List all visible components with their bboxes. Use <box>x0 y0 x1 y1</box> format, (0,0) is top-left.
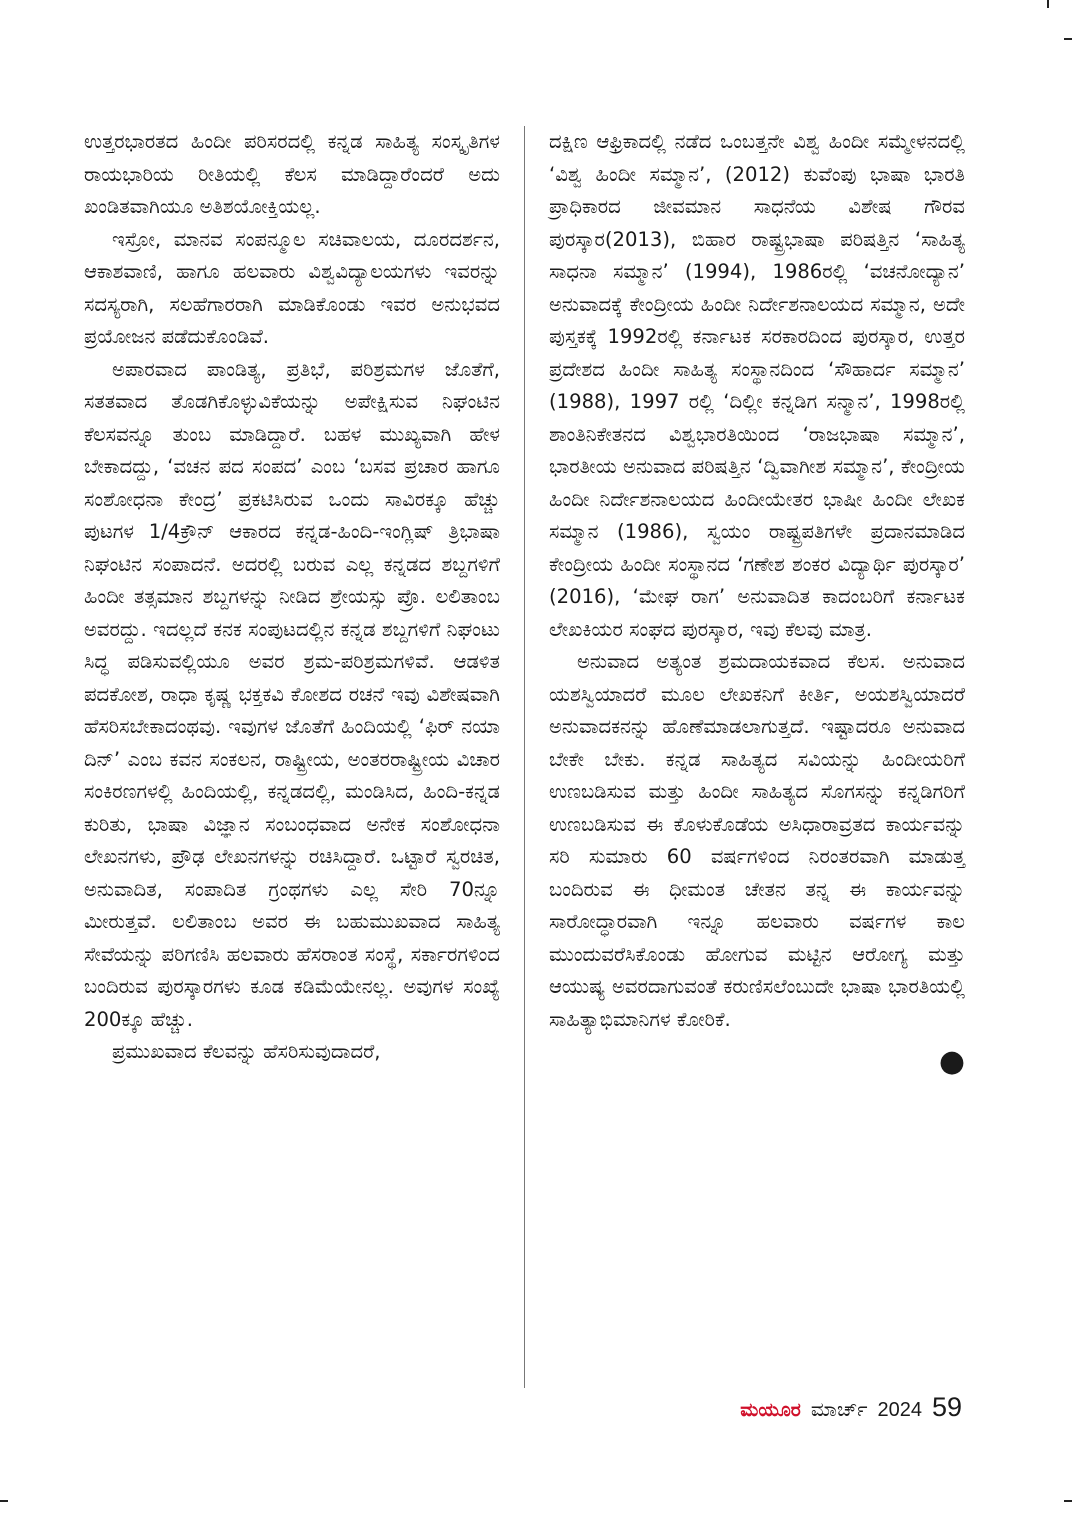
end-of-article-mark: ● <box>938 1044 965 1079</box>
issue-year: 2024 <box>877 1399 922 1421</box>
paragraph: ಉತ್ತರಭಾರತದ ಹಿಂದೀ ಪರಿಸರದಲ್ಲಿ ಕನ್ನಡ ಸಾಹಿತ್ಯ ಸಂಸ್ಕೃತಿಗಳ ರಾಯಭಾರಿಯ ರೀತಿಯಲ್ಲಿ ಕೆಲಸ ಮಾಡಿದ್ದಾರೆಂದರೆ ಅದು ಖಂಡಿತವಾಗಿಯೂ ಅತಿಶಯೋಕ್ತಿಯಲ್ಲ. <box>84 130 500 218</box>
page-number: 59 <box>931 1392 962 1422</box>
paragraph: ದಕ್ಷಿಣ ಆಫ್ರಿಕಾದಲ್ಲಿ ನಡೆದ ಒಂಬತ್ತನೇ ವಿಶ್ವ ಹಿಂದೀ ಸಮ್ಮೇಳನದಲ್ಲಿ ‘ವಿಶ್ವ ಹಿಂದೀ ಸಮ್ಮಾನ’, (2012) ಕುವೆಂಪು ಭಾಷಾ ಭಾರತಿ ಪ್ರಾಧಿಕಾರದ ಜೀವಮಾನ ಸಾಧನೆಯ ವಿಶೇಷ ಗೌರವ ಪುರಸ್ಕಾರ(2013), ಬಿಹಾರ ರಾಷ್ಟ್ರಭಾಷಾ ಪರಿಷತ್ತಿನ ‘ಸಾಹಿತ್ಯ ಸಾಧನಾ ಸಮ್ಮಾನ’ (1994), 1986ರಲ್ಲಿ ‘ವಚನೋದ್ಯಾನ’ ಅನುವಾದಕ್ಕೆ ಕೇಂದ್ರೀಯ ಹಿಂದೀ ನಿರ್ದೇಶನಾಲಯದ ಸಮ್ಮಾನ, ಅದೇ ಪುಸ್ತಕಕ್ಕೆ 1992ರಲ್ಲಿ ಕರ್ನಾಟಕ ಸರಕಾರದಿಂದ ಪುರಸ್ಕಾರ, ಉತ್ತರ ಪ್ರದೇಶದ ಹಿಂದೀ ಸಾಹಿತ್ಯ ಸಂಸ್ಥಾನದಿಂದ ‘ಸೌಹಾರ್ದ ಸಮ್ಮಾನ’ (1988), 1997 ರಲ್ಲಿ ‘ದಿಲ್ಲೀ ಕನ್ನಡಿಗ ಸನ್ಮಾನ’, 1998ರಲ್ಲಿ ಶಾಂತಿನಿಕೇತನದ ವಿಶ್ವಭಾರತಿಯಿಂದ ‘ರಾಜಭಾಷಾ ಸಮ್ಮಾನ’, ಭಾರತೀಯ ಅನುವಾದ ಪರಿಷತ್ತಿನ ‘ದ್ವಿವಾಗೀಶ ಸಮ್ಮಾನ’, ಕೇಂದ್ರೀಯ ಹಿಂದೀ ನಿರ್ದೇಶನಾಲಯದ ಹಿಂದೀಯೇತರ ಭಾಷೀ ಹಿಂದೀ ಲೇಖಕ ಸಮ್ಮಾನ (1986), ಸ್ವಯಂ ರಾಷ್ಟ್ರಪತಿಗಳೇ ಪ್ರದಾನಮಾಡಿದ ಕೇಂದ್ರೀಯ ಹಿಂದೀ ಸಂಸ್ಥಾನದ ‘ಗಣೇಶ ಶಂಕರ ವಿದ್ಯಾರ್ಥಿ ಪುರಸ್ಕಾರ’ (2016), ‘ಮೇಘ ರಾಗ’ ಅನುವಾದಿತ ಕಾದಂಬರಿಗೆ ಕರ್ನಾಟಕ ಲೇಖಕಿಯರ ಸಂಘದ ಪುರಸ್ಕಾರ, ಇವು ಕೆಲವು ಮಾತ್ರ. <box>549 130 965 641</box>
article-body <box>84 126 972 1388</box>
crop-mark-right-bottom <box>1064 1500 1072 1502</box>
paragraph: ಇಸ್ರೋ, ಮಾನವ ಸಂಪನ್ಮೂಲ ಸಚಿವಾಲಯ, ದೂರದರ್ಶನ, ಆಕಾಶವಾಣಿ, ಹಾಗೂ ಹಲವಾರು ವಿಶ್ವವಿದ್ಯಾಲಯಗಳು ಇವರನ್ನು ಸದಸ್ಯರಾಗಿ, ಸಲಹೆಗಾರರಾಗಿ ಮಾಡಿಕೊಂಡು ಇವರ ಅನುಭವದ ಪ್ರಯೋಜನ ಪಡೆದುಕೊಂಡಿವೆ. <box>84 227 500 348</box>
left-column <box>84 126 500 1388</box>
crop-mark-left-bottom <box>0 1500 8 1502</box>
paragraph: ಅನುವಾದ ಅತ್ಯಂತ ಶ್ರಮದಾಯಕವಾದ ಕೆಲಸ. ಅನುವಾದ ಯಶಸ್ವಿಯಾದರೆ ಮೂಲ ಲೇಖಕನಿಗೆ ಕೀರ್ತಿ, ಅಯಶಸ್ವಿಯಾದರೆ ಅನುವಾದಕನನ್ನು ಹೊಣೆಮಾಡಲಾಗುತ್ತದೆ. ಇಷ್ಟಾದರೂ ಅನುವಾದ ಬೇಕೇ ಬೇಕು. ಕನ್ನಡ ಸಾಹಿತ್ಯದ ಸವಿಯನ್ನು ಹಿಂದೀಯರಿಗೆ ಉಣಬಡಿಸುವ ಮತ್ತು ಹಿಂದೀ ಸಾಹಿತ್ಯದ ಸೊಗಸನ್ನು ಕನ್ನಡಿಗರಿಗೆ ಉಣಬಡಿಸುವ ಈ ಕೊಳುಕೊಡೆಯ ಅಸಿಧಾರಾವ್ರತದ ಕಾರ್ಯವನ್ನು ಸರಿ ಸುಮಾರು 60 ವರ್ಷಗಳಿಂದ ನಿರಂತರವಾಗಿ ಮಾಡುತ್ತ ಬಂದಿರುವ ಈ ಧೀಮಂತ ಚೇತನ ತನ್ನ ಈ ಕಾರ್ಯವನ್ನು ಸಾರೋದ್ಧಾರವಾಗಿ ಇನ್ನೂ ಹಲವಾರು ವರ್ಷಗಳ ಕಾಲ ಮುಂದುವರೆಸಿಕೊಂಡು ಹೋಗುವ ಮಟ್ಟಿನ ಆರೋಗ್ಯ ಮತ್ತು ಆಯುಷ್ಯ ಅವರದಾಗುವಂತೆ ಕರುಣಿಸಲೆಂಬುದೇ ಭಾಷಾ ಭಾರತಿಯಲ್ಲಿ ಸಾಹಿತ್ಯಾಭಿಮಾನಿಗಳ ಕೋರಿಕೆ. <box>549 650 965 1031</box>
paragraph: ಪ್ರಮುಖವಾದ ಕೆಲವನ್ನು ಹೆಸರಿಸುವುದಾದರೆ, <box>112 1040 381 1063</box>
magazine-name: ಮಯೂರ <box>740 1399 801 1421</box>
issue-month: ಮಾರ್ಚ್ <box>810 1397 868 1421</box>
crop-mark-right-top <box>1064 38 1072 40</box>
right-column <box>524 126 965 1388</box>
crop-mark-top <box>1047 0 1049 8</box>
page-footer <box>740 1392 962 1423</box>
paragraph: ಅಪಾರವಾದ ಪಾಂಡಿತ್ಯ, ಪ್ರತಿಭೆ, ಪರಿಶ್ರಮಗಳ ಜೊತೆಗೆ, ಸತತವಾದ ತೊಡಗಿಕೊಳ್ಳುವಿಕೆಯನ್ನು ಅಪೇಕ್ಷಿಸುವ ನಿಘಂಟಿನ ಕೆಲಸವನ್ನೂ ತುಂಬ ಮಾಡಿದ್ದಾರೆ. ಬಹಳ ಮುಖ್ಯವಾಗಿ ಹೇಳ ಬೇಕಾದದ್ದು, ‘ವಚನ ಪದ ಸಂಪದ’ ಎಂಬ ‘ಬಸವ ಪ್ರಚಾರ ಹಾಗೂ ಸಂಶೋಧನಾ ಕೇಂದ್ರ’ ಪ್ರಕಟಿಸಿರುವ ಒಂದು ಸಾವಿರಕ್ಕೂ ಹೆಚ್ಚು ಪುಟಗಳ 1/4ಕ್ರೌನ್ ಆಕಾರದ ಕನ್ನಡ-ಹಿಂದಿ-ಇಂಗ್ಲಿಷ್ ತ್ರಿಭಾಷಾ ನಿಘಂಟಿನ ಸಂಪಾದನೆ. ಅದರಲ್ಲಿ ಬರುವ ಎಲ್ಲ ಕನ್ನಡದ ಶಬ್ದಗಳಿಗೆ ಹಿಂದೀ ತತ್ಸಮಾನ ಶಬ್ದಗಳನ್ನು ನೀಡಿದ ಶ್ರೇಯಸ್ಸು ಪ್ರೊ. ಲಲಿತಾಂಬ ಅವರದ್ದು. ಇದಲ್ಲದೆ ಕನಕ ಸಂಪುಟದಲ್ಲಿನ ಕನ್ನಡ ಶಬ್ದಗಳಿಗೆ ನಿಘಂಟು ಸಿದ್ಧ ಪಡಿಸುವಲ್ಲಿಯೂ ಅವರ ಶ್ರಮ-ಪರಿಶ್ರಮಗಳಿವೆ. ಆಡಳಿತ ಪದಕೋಶ, ರಾಧಾ ಕೃಷ್ಣ ಭಕ್ತಕವಿ ಕೋಶದ ರಚನೆ ಇವು ವಿಶೇಷವಾಗಿ ಹೆಸರಿಸಬೇಕಾದಂಥವು. ಇವುಗಳ ಜೊತೆಗೆ ಹಿಂದಿಯಲ್ಲಿ ‘ಫಿರ್ ನಯಾ ದಿನ್’ ಎಂಬ ಕವನ ಸಂಕಲನ, ರಾಷ್ಟ್ರೀಯ, ಅಂತರರಾಷ್ಟ್ರೀಯ ವಿಚಾರ ಸಂಕಿರಣಗಳಲ್ಲಿ ಹಿಂದಿಯಲ್ಲಿ, ಕನ್ನಡದಲ್ಲಿ, ಮಂಡಿಸಿದ, ಹಿಂದಿ-ಕನ್ನಡ ಕುರಿತು, ಭಾಷಾ ವಿಜ್ಞಾನ ಸಂಬಂಧವಾದ ಅನೇಕ ಸಂಶೋಧನಾ ಲೇಖನಗಳು, ಪ್ರೌಢ ಲೇಖನಗಳನ್ನು ರಚಿಸಿದ್ದಾರೆ. ಒಟ್ಟಾರೆ ಸ್ವರಚಿತ, ಅನುವಾದಿತ, ಸಂಪಾದಿತ ಗ್ರಂಥಗಳು ಎಲ್ಲ ಸೇರಿ 70ನ್ನೂ ಮೀರುತ್ತವೆ. ಲಲಿತಾಂಬ ಅವರ ಈ ಬಹುಮುಖವಾದ ಸಾಹಿತ್ಯ ಸೇವೆಯನ್ನು ಪರಿಗಣಿಸಿ ಹಲವಾರು ಹೆಸರಾಂತ ಸಂಸ್ಥೆ, ಸರ್ಕಾರಗಳಿಂದ ಬಂದಿರುವ ಪುರಸ್ಕಾರಗಳು ಕೂಡ ಕಡಿಮೆಯೇನಲ್ಲ. ಅವುಗಳ ಸಂಖ್ಯೆ 200ಕ್ಕೂ ಹೆಚ್ಚು. <box>84 357 500 1031</box>
